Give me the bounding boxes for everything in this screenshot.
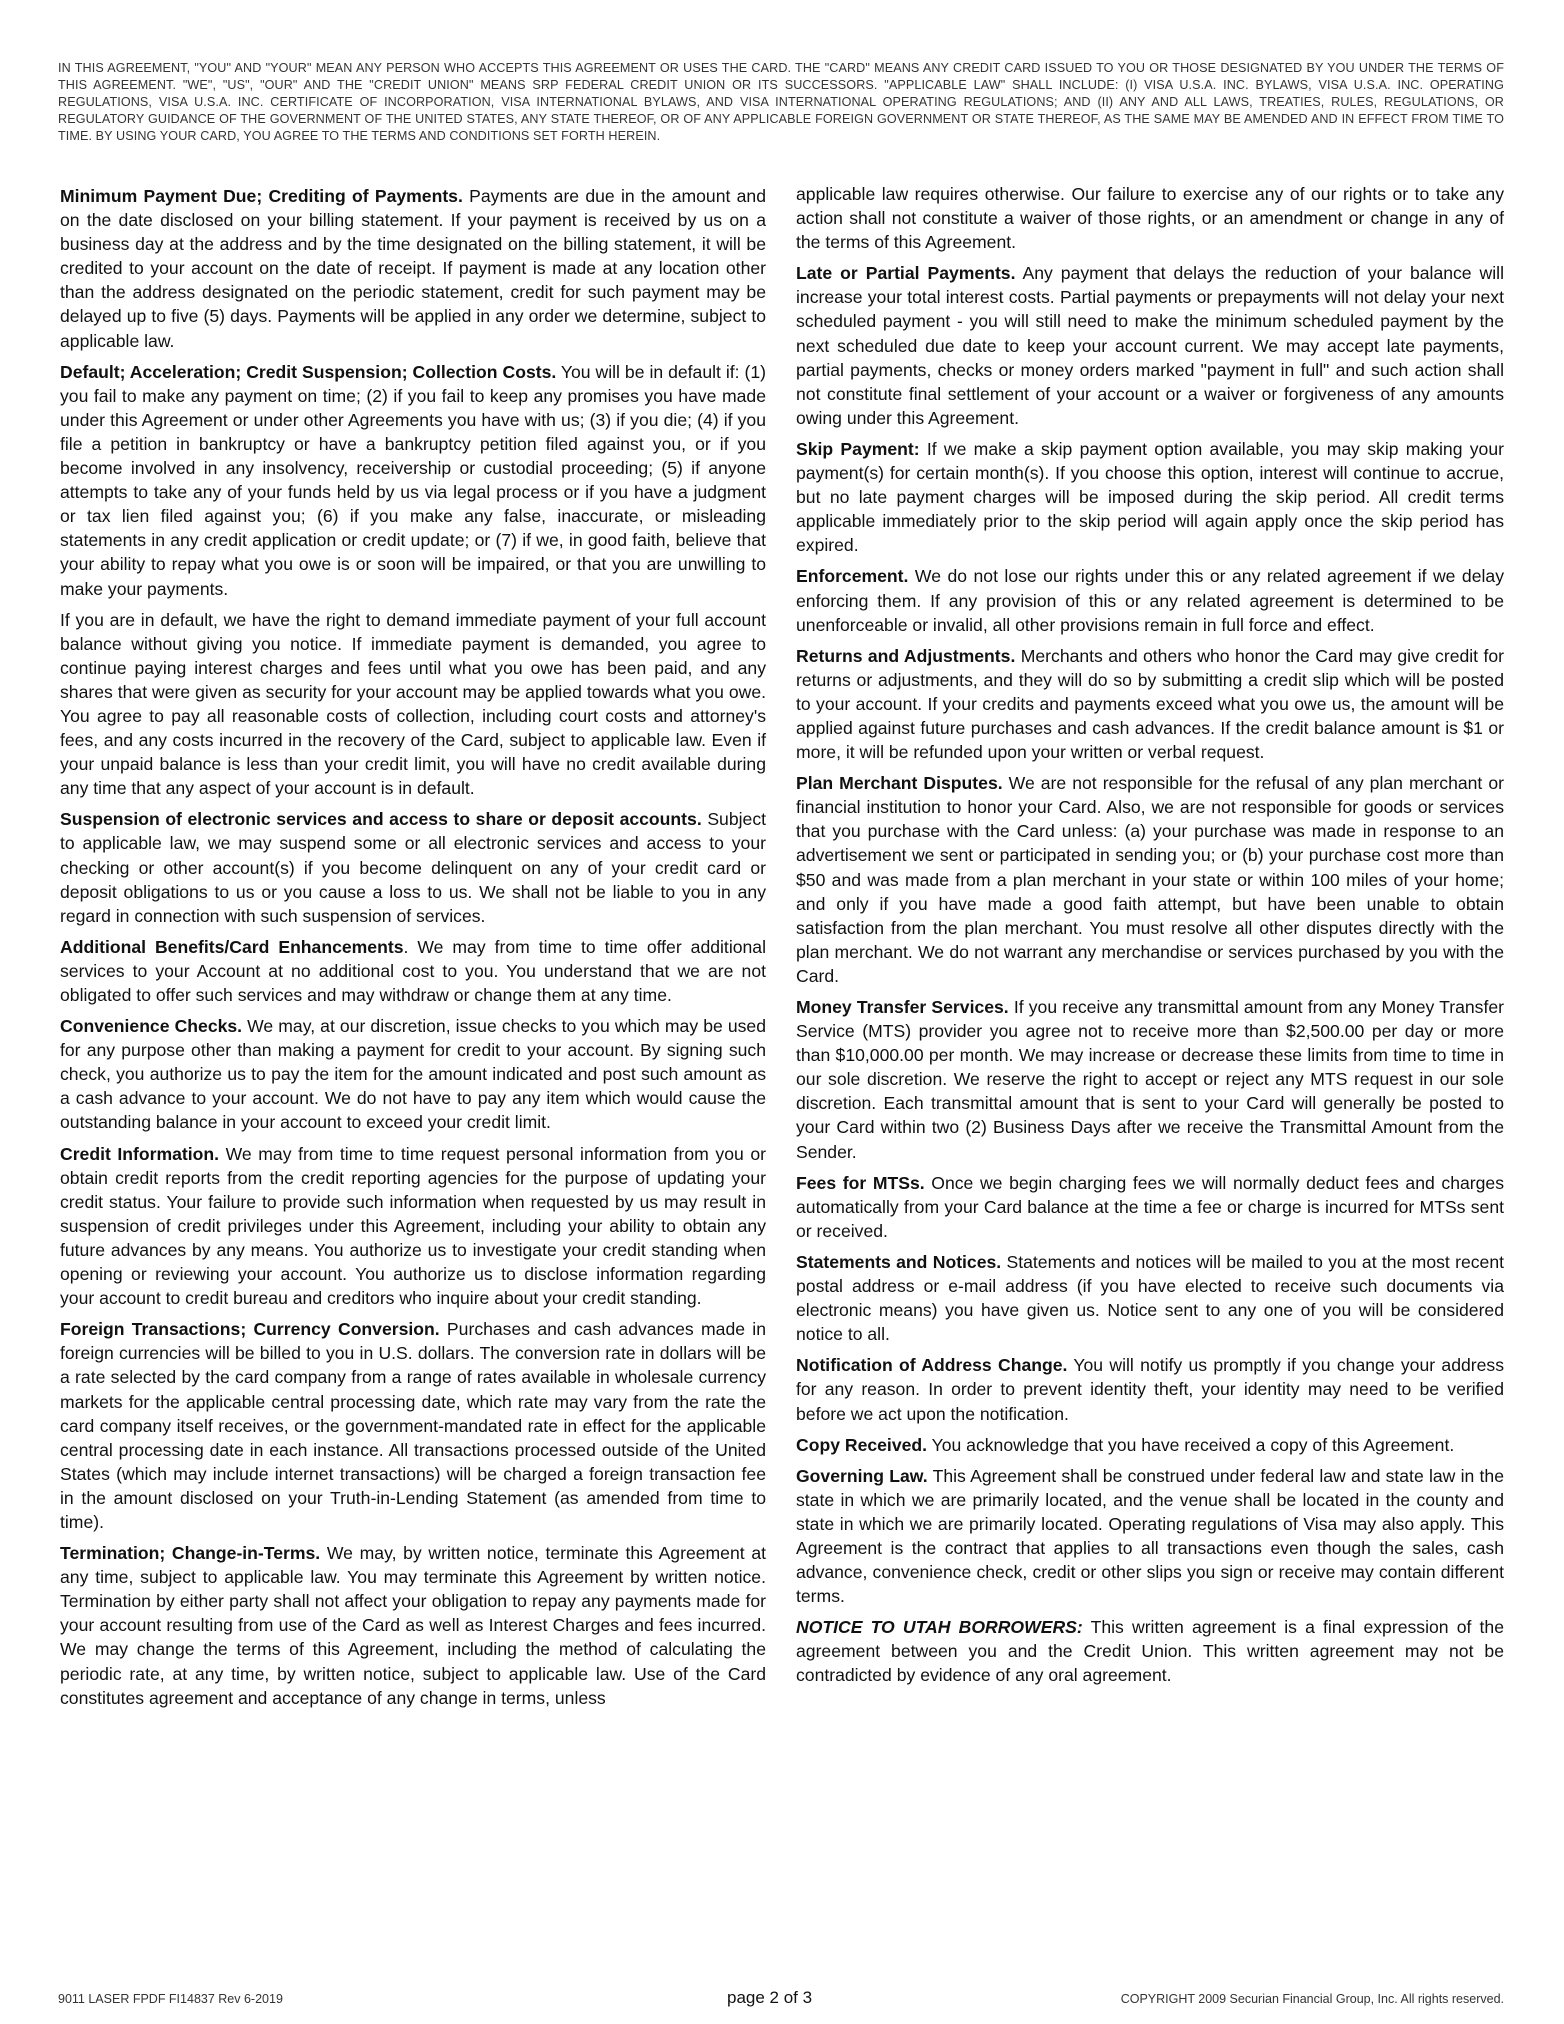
section-heading: Termination; Change-in-Terms.: [60, 1543, 321, 1564]
section-body: We do not lose our rights under this or any related agreement if we delay enforcing them. If any provision of this or any related agreement is determined to be unenforceable or invalid, all other provisions remain in full force and effect.: [796, 566, 1504, 635]
section-heading: Plan Merchant Disputes.: [796, 773, 1003, 794]
form-number: 9011 LASER FPDF FI14837 Rev 6-2019: [58, 1992, 283, 2006]
section-credit-information: [60, 1142, 766, 1311]
section-body: Subject to applicable law, we may suspend some or all electronic services and access to your checking or other account(s) if you become delinquent on any of your credit card or deposit obligations to us or you cause a loss to us. We shall not be liable to you in any regard in connection with such suspension of services.: [60, 809, 767, 926]
section-heading: Default; Acceleration; Credit Suspension; Collection Costs.: [60, 361, 557, 382]
section-heading: Fees for MTSs.: [796, 1172, 925, 1193]
agreement-definitions-header: IN THIS AGREEMENT, "YOU" AND "YOUR" MEAN ANY PERSON WHO ACCEPTS THIS AGREEMENT OR USES THE CARD. THE "CARD" MEANS ANY CREDIT CARD ISSUED TO YOU OR THOSE DESIGNATED BY YOU UNDER THE TERMS OF THIS AGREEMENT. "WE", "US", "OUR" AND THE "CREDIT UNION" MEANS SRP FEDERAL CREDIT UNION OR ITS SUCCESSORS. "APPLICABLE LAW" SHALL INCLUDE: (I) VISA U.S.A. INC. BYLAWS, VISA U.S.A. INC. OPERATING REGULATIONS, VISA U.S.A. INC. CERTIFICATE OF INCORPORATION, VISA INTERNATIONAL BYLAWS, AND VISA INTERNATIONAL OPERATING REGULATIONS; AND (II) ANY AND ALL LAWS, TREATIES, RULES, REGULATIONS, OR REGULATORY GUIDANCE OF THE GOVERNMENT OF THE UNITED STATES, ANY STATE THEREOF, OR OF ANY APPLICABLE FOREIGN GOVERNMENT OR STATE THEREOF, AS THE SAME MAY BE AMENDED AND IN EFFECT FROM TIME TO TIME. BY USING YOUR CARD, YOU AGREE TO THE TERMS AND CONDITIONS SET FORTH HEREIN.: [58, 61, 1504, 143]
section-heading: Foreign Transactions; Currency Conversion.: [60, 1319, 440, 1340]
section-body: We may from time to time request personal information from you or obtain credit reports from the credit reporting agencies for the purpose of updating your credit status. Your failure to provide such information when requested by us may result in suspension of credit privileges under this Agreement, including your ability to obtain any future advances by any means. You authorize us to investigate your credit standing when opening or reviewing your account. You authorize us to disclose information regarding your account to credit bureau and creditors who inquire about your credit standing.: [60, 1143, 766, 1309]
section-heading: NOTICE TO UTAH BORROWERS:: [796, 1617, 1083, 1638]
right-column: [796, 182, 1504, 1695]
section-heading: Convenience Checks.: [60, 1016, 243, 1037]
section-heading: Returns and Adjustments.: [796, 645, 1016, 666]
section-body: Payments are due in the amount and on the date disclosed on your billing statement. If your payment is received by us on a business day at the address and by the time designated on the billing statement, it will be credited to your account on the date of receipt. If payment is made at any location other than the address designated on the periodic statement, credit for such payment may be delayed up to five (5) days. Payments will be applied in any order we determine, subject to applicable law.: [60, 186, 767, 351]
section-suspension: [60, 807, 766, 927]
section-heading: Credit Information.: [60, 1143, 220, 1164]
section-heading: Money Transfer Services.: [796, 997, 1009, 1017]
section-body: You will be in default if: (1) you fail to make any payment on time; (2) if you fail to keep any promises you have made under this Agreement or under other Agreements you have with us; (3) if you die; (4) if you file a petition in bankruptcy or have a bankruptcy petition filed against you, or if you become involved in any insolvency, receivership or custodial proceeding; (5) if anyone attempts to take any of your funds held by us via legal process or if you have a judgment or tax lien filed against you; (6) if you make any false, inaccurate, or misleading statements in any credit application or credit update; or (7) if we, in good faith, believe that your ability to repay what you owe is or soon will be impaired, or that you are unwilling to make your payments.: [60, 361, 766, 599]
section-heading: Minimum Payment Due; Crediting of Payments.: [60, 186, 463, 206]
section-heading: Enforcement.: [796, 566, 909, 587]
section-default: [60, 360, 766, 601]
section-termination: [60, 1541, 766, 1710]
section-plan-merchant-disputes: [796, 771, 1504, 988]
section-additional-benefits: [60, 935, 766, 1007]
section-address-change: [796, 1353, 1504, 1425]
section-body: We are not responsible for the refusal of any plan merchant or financial institution to honor your Card. Also, we are not responsible for goods or services that you purchase with the Card unless: (a) your purchase was made in response to an advertisement we sent or participated in sending you; or (b) your purchase cost more than $50 and was made from a plan merchant in your state or within 100 miles of your home; and only if you have made a good faith attempt, but have been unable to obtain satisfaction from the plan merchant. You must resolve all other disputes directly with the plan merchant. We do not warrant any merchandise or services purchased by you with the Card.: [796, 773, 1504, 986]
section-body: Purchases and cash advances made in foreign currencies will be billed to you in U.S. dollars. The conversion rate in dollars will be a rate selected by the card company from a range of rates available in wholesale currency markets for the applicable central processing date, which rate may vary from the rate the card company itself receives, or the government-mandated rate in effect for the applicable central processing date in each instance. All transactions processed outside of the United States (which may include internet transactions) will be charged a foreign transaction fee in the amount disclosed on your Truth-in-Lending Statement (as amended from time to time).: [60, 1319, 766, 1532]
page-number: page 2 of 3: [727, 1988, 813, 2007]
section-body: applicable law requires otherwise. Our failure to exercise any of our rights or to take any action shall not constitute a waiver of those rights, or an amendment or change in any of the terms of this Agreement.: [796, 184, 1504, 253]
left-column: [60, 184, 766, 1717]
section-enforcement: [796, 564, 1504, 636]
section-termination-continued: [796, 182, 1504, 254]
section-body: Any payment that delays the reduction of your balance will increase your total interest costs. Partial payments or prepayments will not delay your next scheduled payment - you will still need to make the minimum scheduled payment by the next scheduled due date to keep your account current. We may accept late payments, partial payments, checks or money orders marked "payment in full" and such action shall not constitute final settlement of your account or a waiver or forgiveness of any amounts owing under this Agreement.: [796, 263, 1504, 428]
section-body: This written agreement is a final expression of the agreement between you and the Credit Union. This written agreement may not be contradicted by evidence of any oral agreement.: [796, 1617, 1504, 1686]
copyright-notice: COPYRIGHT 2009 Securian Financial Group, Inc. All rights reserved.: [1120, 1992, 1504, 2006]
section-governing-law: [796, 1464, 1504, 1609]
section-convenience-checks: [60, 1014, 766, 1134]
section-money-transfer: [796, 995, 1504, 1164]
section-body: We may, at our discretion, issue checks to you which may be used for any purpose other than making a payment for credit to your account. By signing such check, you authorize us to pay the item for the amount indicated and post such amount as a cash advance to your account. We do not have to pay any item which would cause the outstanding balance in your account to exceed your credit limit.: [60, 1016, 766, 1133]
section-body: If we make a skip payment option available, you may skip making your payment(s) for certain month(s). If you choose this option, interest will continue to accrue, but no late payment charges will be imposed during the skip period. All credit terms applicable immediately prior to the skip period will again apply once the skip period has expired.: [796, 438, 1504, 556]
section-body: Statements and notices will be mailed to you at the most recent postal address or e-mail address (if you have elected to receive such documents via electronic means) you have given us. Notice sent to any one of you will be considered notice to all.: [796, 1251, 1504, 1345]
section-body: We may, by written notice, terminate this Agreement at any time, subject to applicable law. You may terminate this Agreement by written notice. Termination by either party shall not affect your obligation to repay any payments made for your account resulting from use of the Card as well as Interest Charges and fees incurred. We may change the terms of this Agreement, including the method of calculating the periodic rate, at any time, by written notice, subject to applicable law. Use of the Card constitutes agreement and acceptance of any change in terms, unless: [60, 1543, 766, 1708]
section-heading: Governing Law.: [796, 1465, 928, 1486]
section-heading: Copy Received.: [796, 1434, 928, 1455]
section-heading: Skip Payment:: [796, 438, 920, 459]
section-body: Merchants and others who honor the Card may give credit for returns or adjustments, and they will do so by submitting a credit slip which will be posted to your account. If your credits and payments exceed what you owe us, the amount will be applied against future purchases and cash advances. If the credit balance amount is $1 or more, it will be refunded upon your written or verbal request.: [796, 645, 1504, 763]
section-mts-fees: [796, 1171, 1504, 1243]
section-body: You will notify us promptly if you change your address for any reason. In order to prevent identity theft, your identity may need to be verified before we act upon the notification.: [796, 1355, 1505, 1424]
section-body: You acknowledge that you have received a copy of this Agreement.: [927, 1434, 1455, 1455]
section-body: If you receive any transmittal amount from any Money Transfer Service (MTS) provider you agree not to receive more than $2,500.00 per day or more than $10,000.00 per month. We may increase or decrease these limits from time to time in our sole discretion. We reserve the right to accept or reject any MTS request in our sole discretion. Each transmittal amount that is sent to your Card will generally be posted to your Card within two (2) Business Days after we receive the Transmittal Amount from the Sender.: [796, 997, 1504, 1162]
section-heading: Additional Benefits/Card Enhancements: [60, 936, 404, 957]
section-body: Once we begin charging fees we will normally deduct fees and charges automatically from your Card balance at the time a fee or charge is incurred for MTSs sent or received.: [796, 1172, 1504, 1241]
section-statements: [796, 1250, 1504, 1346]
section-late-payments: [796, 261, 1504, 430]
section-body: This Agreement shall be construed under federal law and state law in the state in which we are primarily located, and the venue shall be located in the county and state in which we are primarily located. Operating regulations of Visa may also apply. This Agreement is the contract that applies to all transactions even though the sales, cash advance, convenience check, credit or other slips you sign or receive may contain different terms.: [796, 1465, 1504, 1607]
section-utah-notice: [796, 1615, 1504, 1687]
section-body: If you are in default, we have the right to demand immediate payment of your full account balance without giving you notice. If immediate payment is demanded, you agree to continue paying interest charges and fees until what you owe has been paid, and any shares that were given as security for your account may be applied towards what you owe. You agree to pay all reasonable costs of collection, including court costs and attorney's fees, and any costs incurred in the recovery of the Card, subject to applicable law. Even if your unpaid balance is less than your credit limit, you will have no credit available during any time that any aspect of your account is in default.: [60, 609, 766, 799]
section-skip-payment: [796, 437, 1504, 557]
section-body: . We may from time to time offer additional services to your Account at no additional cost to you. You understand that we are not obligated to offer such services and may withdraw or change them at any time.: [60, 936, 766, 1005]
section-default-continued: [60, 608, 766, 801]
section-copy-received: [796, 1433, 1504, 1457]
section-heading: Suspension of electronic services and access to share or deposit accounts.: [60, 809, 702, 830]
section-foreign-transactions: [60, 1317, 766, 1534]
section-heading: Statements and Notices.: [796, 1251, 1002, 1272]
section-heading: Notification of Address Change.: [796, 1355, 1068, 1376]
section-returns: [796, 644, 1504, 764]
section-heading: Late or Partial Payments.: [796, 263, 1016, 284]
section-minimum-payment: [60, 184, 766, 353]
